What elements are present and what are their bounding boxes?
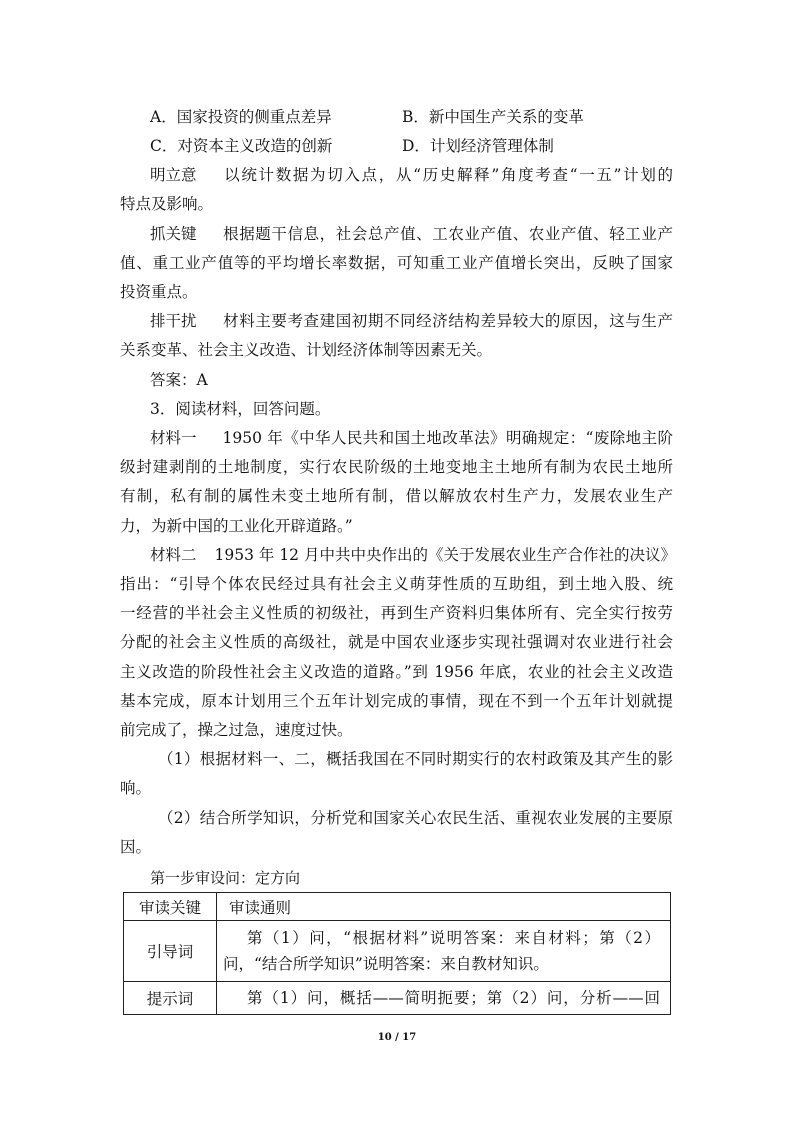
- table-header-row: [124, 893, 671, 921]
- option-d: D．计划经济管理体制: [402, 137, 554, 155]
- row-key-cell: 提示词: [124, 982, 217, 1015]
- distract-line-1: 排干扰 材料主要考查建国初期不同经济结构差异较大的原因，这与生产: [150, 312, 673, 330]
- material-2-line-4: 分配的社会主义性质的高级社，就是中国农业逐步实现社强调对农业进行社会: [120, 633, 673, 651]
- answer-line: 答案：A: [150, 371, 208, 389]
- sub-question-1-line-2: 响。: [120, 779, 152, 797]
- material-2-line-5: 主义改造的阶段性社会主义改造的道路。”到 1956 年底，农业的社会主义改造: [120, 663, 673, 681]
- table-row: [124, 982, 671, 1015]
- question-3-title: 3．阅读材料，回答问题。: [150, 400, 331, 418]
- option-c: C．对资本主义改造的创新: [150, 137, 333, 155]
- step-1-heading: 第一步审设问：定方向: [150, 869, 301, 887]
- material-2-line-1: 材料二 1953 年 12 月中共中央作出的《关于发展农业生产合作社的决议》: [150, 546, 676, 564]
- key-line-3: 投资重点。: [120, 283, 198, 301]
- row-key-cell: 引导词: [124, 921, 217, 982]
- intent-line-2: 特点及影响。: [120, 195, 214, 213]
- material-2-line-2: 指出：“引导个体农民经过具有社会主义萌芽性质的互助组，到土地入股、统: [120, 575, 673, 593]
- material-1-line-1: 材料一 1950 年《中华人民共和国土地改革法》明确规定：“废除地主阶: [150, 429, 673, 447]
- material-1-line-3: 有制，私有制的属性未变土地所有制，借以解放农村生产力，发展农业生产: [120, 487, 673, 505]
- option-a: A．国家投资的侧重点差异: [150, 108, 332, 126]
- table-row: [124, 921, 671, 982]
- row-rule-cell: 第（1）问，“根据材料”说明答案：来自材料；第（2） 问，“结合所学知识”说明答案：来自教材知识。: [217, 921, 671, 982]
- material-1-line-2: 级封建剥削的土地制度，实行农民阶级的土地变地主土地所有制为农民土地所: [120, 458, 673, 476]
- material-2-line-7: 前完成了，操之过急，速度过快。: [120, 721, 353, 739]
- row-rule-cell: 第（1）问，概括——简明扼要；第（2）问，分析——回: [217, 982, 671, 1015]
- sub-question-1-line-1: （1）根据材料一、二，概括我国在不同时期实行的农村政策及其产生的影: [158, 750, 673, 768]
- sub-question-2-line-1: （2）结合所学知识，分析党和国家关心农民生活、重视农业发展的主要原: [158, 809, 673, 827]
- review-table: [123, 892, 671, 1015]
- material-2-line-3: 一经营的半社会主义性质的初级社，再到生产资料归集体所有、完全实行按劳: [120, 604, 673, 622]
- key-line-1: 抓关键 根据题干信息，社会总产值、工农业产值、农业产值、轻工业产: [150, 225, 673, 243]
- key-line-2: 值、重工业产值等的平均增长率数据，可知重工业产值增长突出，反映了国家: [120, 254, 673, 272]
- column-header-key: 审读关键: [124, 893, 217, 921]
- material-2-line-6: 基本完成，原本计划用三个五年计划完成的事情，现在不到一个五年计划就提: [120, 692, 673, 710]
- intent-line-1: 明立意 以统计数据为切入点，从“历史解释”角度考查“一五”计划的: [150, 166, 673, 184]
- material-1-line-4: 力，为新中国的工业化开辟道路。”: [120, 517, 353, 535]
- option-b: B．新中国生产关系的变革: [402, 108, 584, 126]
- sub-question-2-line-2: 因。: [120, 838, 152, 856]
- distract-line-2: 关系变革、社会主义改造、计划经济体制等因素无关。: [120, 341, 493, 359]
- page-number: 10 / 17: [377, 1032, 417, 1043]
- column-header-rule: 审读通则: [217, 893, 671, 921]
